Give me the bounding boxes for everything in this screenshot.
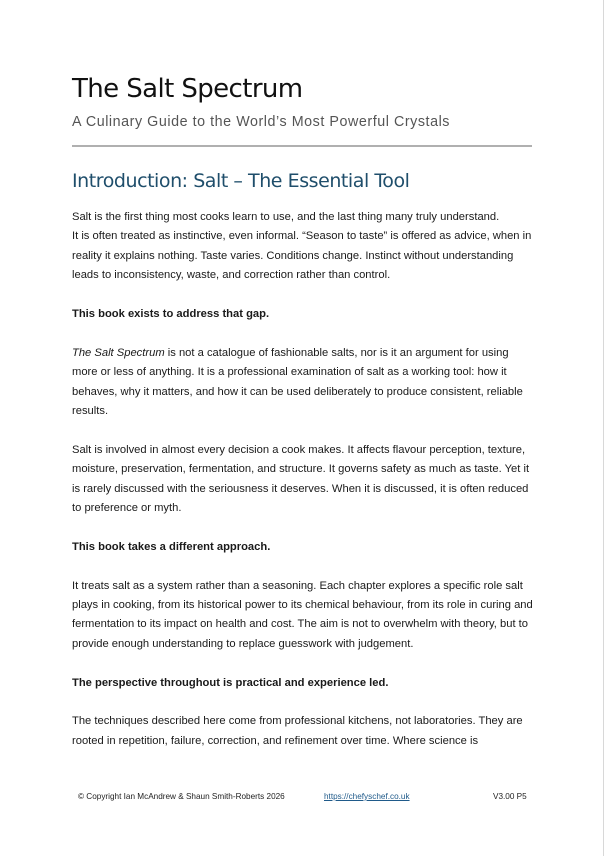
title-divider (72, 145, 532, 147)
document-title: The Salt Spectrum (72, 74, 303, 104)
paragraph-1-line-1: Salt is the first thing most cooks learn to use, and the last thing many truly understand. (72, 211, 500, 223)
paragraph-3: Salt is involved in almost every decision a cook makes. It affects flavour perception, texture, moisture, preservation, fermentation, and structure. It governs safety as much as taste. Yet it is rarely discussed with the seriousness it deserves. When it is discussed, it is often reduced to preference or myth. (72, 443, 530, 515)
paragraph-2 (72, 344, 534, 422)
book-title-italic: The Salt Spectrum (72, 346, 165, 359)
paragraph-2-rest: is not a catalogue of fashionable salts, nor is it an argument for using more or less of anything. It is a professional examination of salt as a working tool: how it behaves, why it matters, and how it can be used deliberately to produce consistent, reliable results. (72, 346, 523, 418)
bold-statement-2: This book takes a different approach. (72, 540, 271, 553)
paragraph-4: It treats salt as a system rather than a seasoning. Each chapter explores a specific role salt plays in cooking, from its historical power to its chemical behaviour, from its role in curing and fermentation to its impact on health and cost. The aim is not to overwhelm with theory, but to provide enough understanding to replace guesswork with judgement. (72, 579, 533, 650)
footer-copyright: © Copyright Ian McAndrew & Shaun Smith-Roberts 2026 (78, 792, 285, 801)
bold-statement-1: This book exists to address that gap. (72, 308, 270, 321)
paragraph-1 (72, 208, 534, 286)
paragraph-5: The techniques described here come from professional kitchens, not laboratories. They are rooted in repetition, failure, correction, and refinement over time. Where science is (72, 715, 523, 747)
bold-statement-3: The perspective throughout is practical and experience led. (72, 676, 389, 689)
paragraph-1-rest: It is often treated as instinctive, even informal. “Season to taste” is offered as advice, when in reality it explains nothing. Taste varies. Conditions change. Instinct without understanding leads to inconsistency, waste, and correction rather than control. (72, 230, 532, 282)
footer-website-link[interactable]: https://chefyschef.co.uk (324, 792, 410, 801)
section-body (72, 208, 534, 771)
section-heading: Introduction: Salt – The Essential Tool (72, 170, 410, 192)
footer-version: V3.00 P5 (493, 792, 527, 801)
document-subtitle: A Culinary Guide to the World’s Most Powerful Crystals (72, 114, 450, 130)
